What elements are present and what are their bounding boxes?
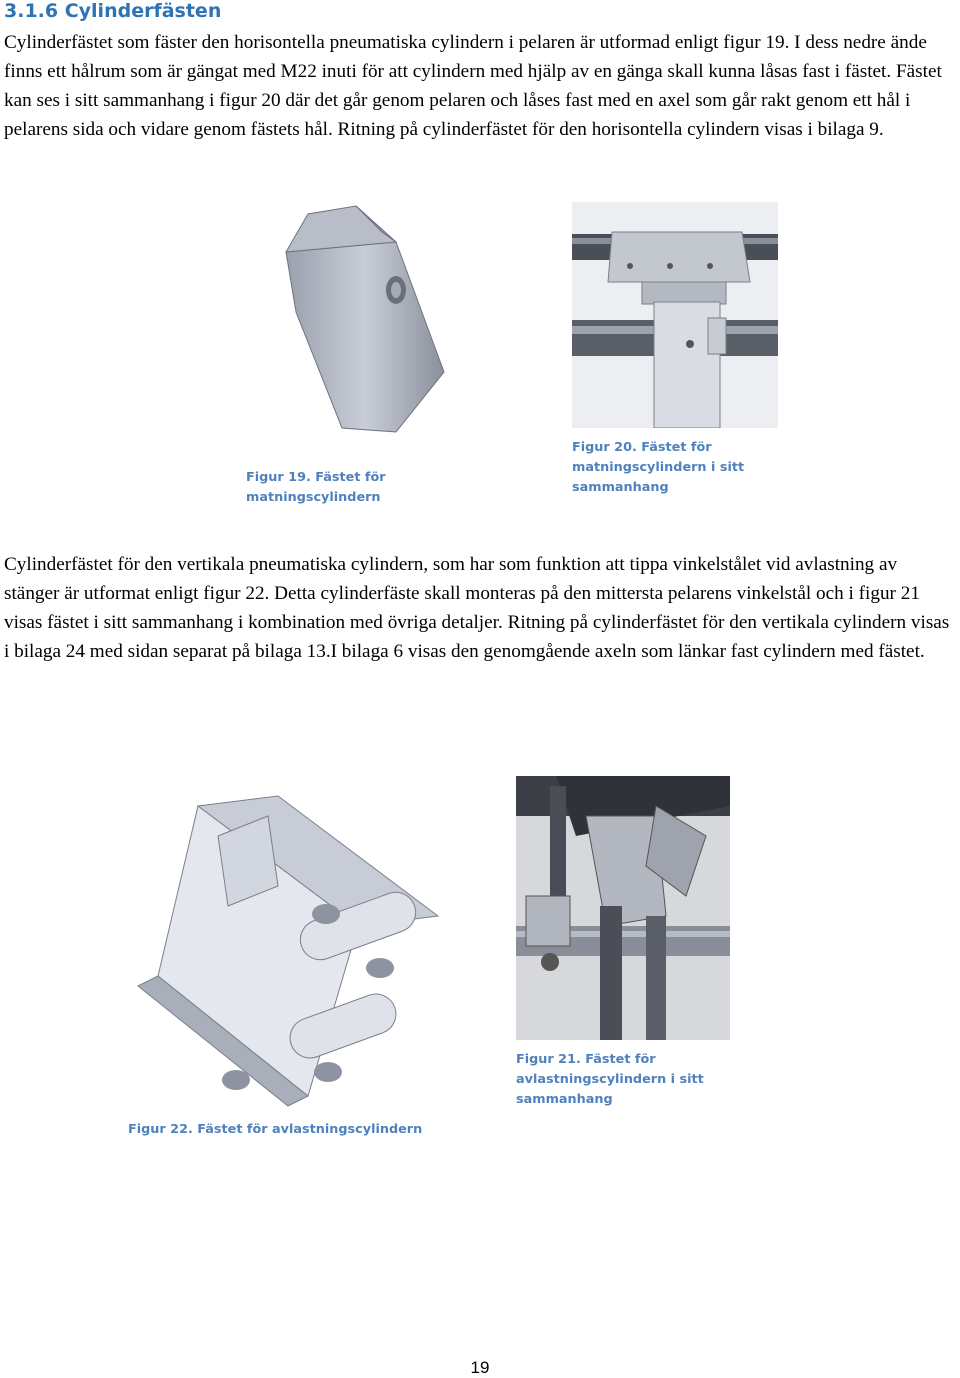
- figure-21-caption: Figur 21. Fästet för avlastningscylindern i sitt sammanhang: [516, 1052, 704, 1107]
- section-heading: 3.1.6 Cylinderfästen: [4, 0, 222, 22]
- figure-20-caption: Figur 20. Fästet för matningscylindern i sitt sammanhang: [572, 440, 745, 495]
- figure-19-image: [246, 192, 468, 458]
- paragraph-2: Cylinderfästet för den vertikala pneumatiska cylindern, som har som funktion att tippa vinkelstålet vid avlastning av stänger är utformat enligt figur 22. Detta cylinderfäste skall monteras på den mittersta pelarens vinkelstål och i figur 21 visas fästet i sitt sammanhang i kombination med övriga detaljer. Ritning på cylinderfästet för den vertikala cylindern visas i bilaga 24 med sidan separat på bilaga 13.I bilaga 6 visas den genomgående axeln som länkar fast cylindern med fästet.: [4, 554, 950, 662]
- figure-22-caption: Figur 22. Fästet för avlastningscylindern: [128, 1122, 423, 1137]
- figure-19-caption: Figur 19. Fästet för matningscylindern: [246, 470, 386, 505]
- figure-20-image: [572, 202, 778, 428]
- figure-21-image: [516, 776, 730, 1040]
- figure-22-image: [128, 776, 440, 1112]
- paragraph-1: Cylinderfästet som fäster den horisontella pneumatiska cylindern i pelaren är utformad enligt figur 19. I dess nedre ände finns ett hålrum som är gängat med M22 inuti för att cylindern med hjälp av en gänga skall kunna låsas fast i fästet. Fästet kan ses i sitt sammanhang i figur 20 där det går genom pelaren och låses fast med en axel som går rakt genom ett hål i pelarens sida och vidare genom fästets hål. Ritning på cylinderfästet för den horisontella cylindern visas i bilaga 9.: [4, 32, 942, 140]
- page-number: 19: [470, 1358, 490, 1377]
